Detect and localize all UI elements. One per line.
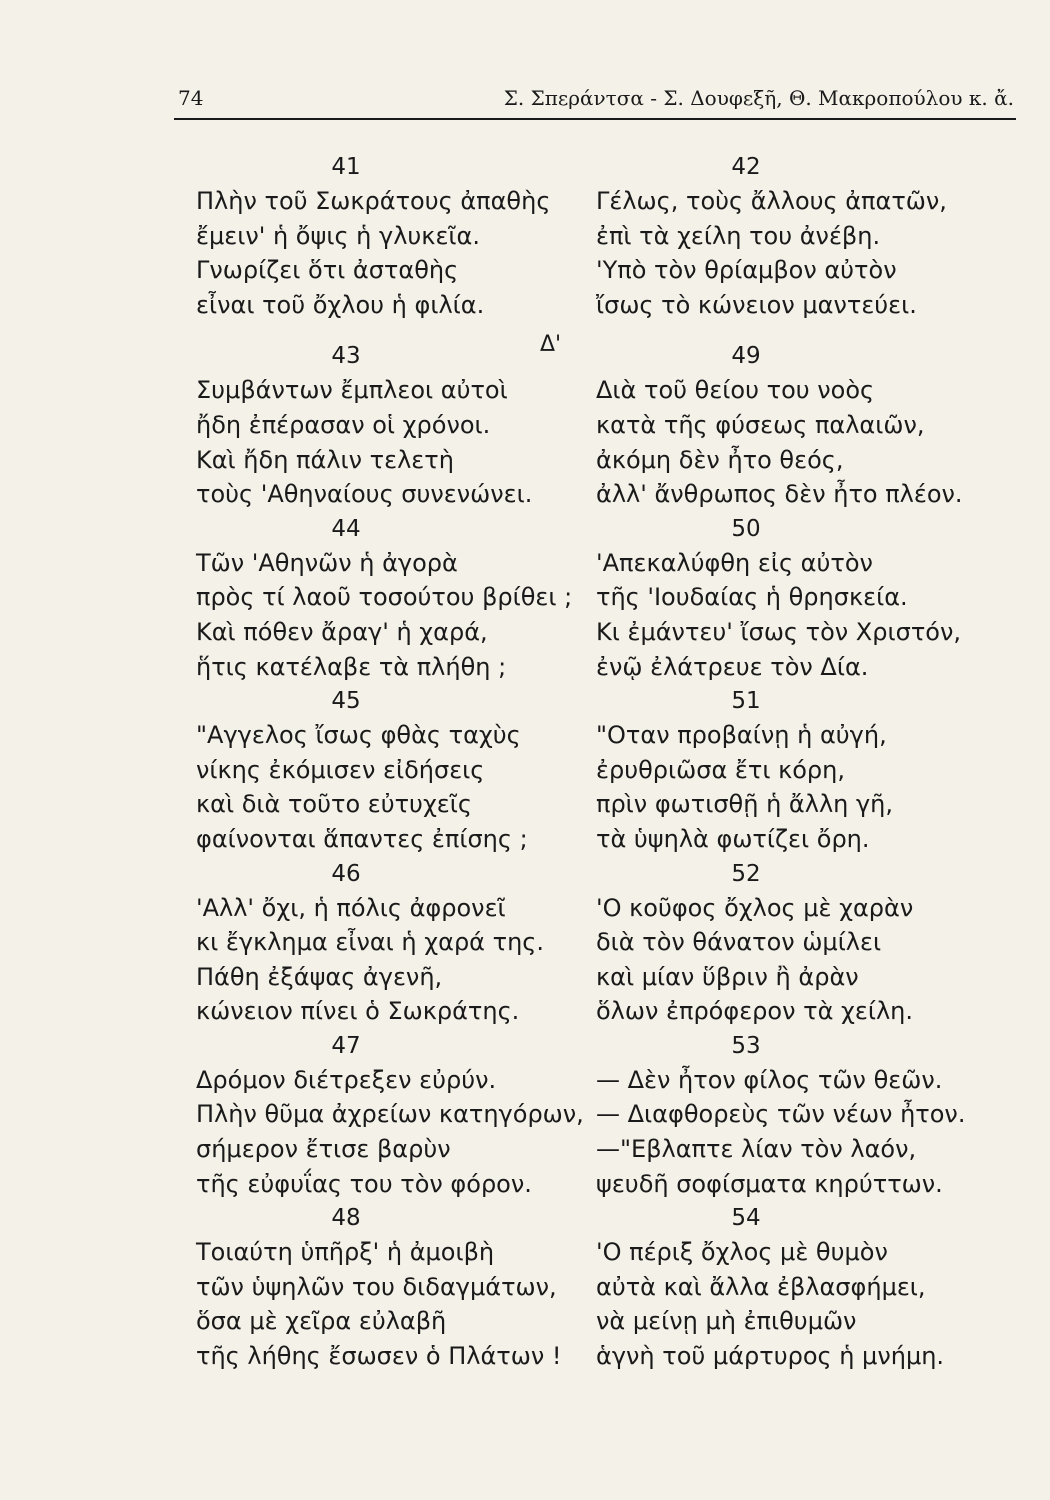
stanza-number: 54 — [731, 1205, 761, 1232]
stanza — [596, 857, 1036, 1029]
page-number: 74 — [178, 86, 204, 110]
stanza-number: 47 — [331, 1032, 361, 1059]
verse-line: Κι ἐμάντευ' ἴσως τὸν Χριστόν, — [596, 617, 961, 646]
running-head: Σ. Σπεράντσα - Σ. Δουφεξῆ, Θ. Μακροπούλου κ. ἄ. — [503, 86, 1014, 110]
stanza-gap — [196, 322, 596, 339]
stanza-number: 50 — [731, 515, 761, 542]
verse-line: φαίνονται ἅπαντες ἐπίσης ; — [196, 824, 528, 853]
verse-line: Δρόμον διέτρεξεν εὐρύν. — [196, 1065, 497, 1094]
stanza — [596, 150, 1036, 322]
verse-line: Διὰ τοῦ θείου του νοὸς — [596, 376, 875, 405]
stanza-number: 46 — [331, 860, 361, 887]
verse-line: —"Εβλαπτε λίαν τὸν λαόν, — [596, 1135, 917, 1164]
stanza-number: 44 — [331, 515, 361, 542]
stanza — [596, 512, 1036, 684]
verse-line: αὐτὰ καὶ ἄλλα ἐβλασφήμει, — [596, 1272, 926, 1301]
verse-line: 'Υπὸ τὸν θρίαμβον αὐτὸν — [596, 256, 897, 285]
verse-line: τοὺς 'Αθηναίους συνενώνει. — [196, 480, 533, 509]
stanza-number: 53 — [731, 1032, 761, 1059]
stanza — [196, 512, 596, 684]
verse-line: Πάθη ἐξάψας ἀγενῆ, — [196, 962, 443, 991]
verse-line: ἀκόμη δὲν ἦτο θεός, — [596, 445, 844, 474]
stanza-number: 41 — [331, 154, 361, 180]
verse-line: τῆς εὐφυΐας του τὸν φόρον. — [196, 1169, 532, 1198]
verse-line: ἐνῷ ἐλάτρευε τὸν Δία. — [596, 652, 869, 681]
stanza-number: 45 — [331, 688, 361, 715]
verse-line: — Διαφθορεὺς τῶν νέων ἦτον. — [596, 1100, 966, 1129]
section-mark: Δ' — [540, 332, 562, 357]
stanza-gap — [596, 322, 1036, 339]
verse-line: ἔμειν' ἡ ὄψις ἡ γλυκεῖα. — [196, 221, 480, 250]
stanza-number: 52 — [731, 860, 761, 887]
verse-line: Γέλως, τοὺς ἄλλους ἀπατῶν, — [596, 187, 947, 215]
stanza — [596, 1201, 1036, 1373]
verse-line: ὅλων ἐπρόφερον τὰ χείλη. — [596, 997, 914, 1026]
verse-line: "Οταν προβαίνῃ ἡ αὐγή, — [596, 721, 887, 750]
stanza — [596, 339, 1036, 511]
stanza — [196, 150, 596, 322]
stanza-number: 49 — [731, 343, 761, 370]
verse-line: ἤδη ἐπέρασαν οἱ χρόνοι. — [196, 410, 491, 439]
verse-line: Καὶ ἤδη πάλιν τελετὴ — [196, 445, 454, 474]
verse-line: εἶναι τοῦ ὄχλου ἡ φιλία. — [196, 290, 485, 319]
stanza — [196, 339, 596, 511]
stanza — [196, 684, 596, 856]
verse-line: Τοιαύτη ὑπῆρξ' ἡ ἀμοιβὴ — [196, 1238, 495, 1267]
stanza — [196, 1029, 596, 1201]
stanza-number: 51 — [731, 688, 761, 715]
verse-line: Τῶν 'Αθηνῶν ἡ ἀγορὰ — [196, 548, 458, 577]
verse-line: πρὸς τί λαοῦ τοσούτου βρίθει ; — [196, 583, 573, 612]
verse-line: Γνωρίζει ὅτι ἀσταθὴς — [196, 256, 459, 285]
verse-line: 'Ο κοῦφος ὄχλος μὲ χαρὰν — [596, 893, 914, 922]
stanza — [596, 684, 1036, 856]
stanza-number: 48 — [331, 1205, 361, 1232]
stanza — [196, 857, 596, 1029]
verse-line: καὶ διὰ τοῦτο εὐτυχεῖς — [196, 790, 472, 819]
verse-line: καὶ μίαν ὕβριν ἢ ἀρὰν — [596, 962, 859, 991]
verse-line: 'Αλλ' ὄχι, ἡ πόλις ἀφρονεῖ — [196, 893, 506, 922]
verse-line: — Δὲν ἦτον φίλος τῶν θεῶν. — [596, 1065, 943, 1094]
verse-line: Πλὴν θῦμα ἀχρείων κατηγόρων, — [196, 1100, 584, 1129]
verse-line: "Αγγελος ἴσως φθὰς ταχὺς — [196, 721, 521, 750]
verse-line: τὰ ὑψηλὰ φωτίζει ὄρη. — [596, 824, 870, 853]
stanza — [596, 1029, 1036, 1201]
verse-line: ἴσως τὸ κώνειον μαντεύει. — [596, 290, 917, 319]
verse-line: διὰ τὸν θάνατον ὡμίλει — [596, 928, 882, 957]
page-header — [178, 86, 1014, 114]
verse-line: ἥτις κατέλαβε τὰ πλήθη ; — [196, 652, 507, 681]
verse-line: ἐπὶ τὰ χείλη του ἀνέβη. — [596, 221, 881, 250]
verse-line: νὰ μείνῃ μὴ ἐπιθυμῶν — [596, 1307, 857, 1336]
verse-line: τῶν ὑψηλῶν του διδαγμάτων, — [196, 1272, 557, 1301]
verse-line: νίκης ἐκόμισεν εἰδήσεις — [196, 755, 485, 784]
verse-line: τῆς 'Ιουδαίας ἡ θρησκεία. — [596, 583, 908, 612]
right-column — [596, 150, 1036, 1374]
verse-line: κατὰ τῆς φύσεως παλαιῶν, — [596, 410, 925, 439]
verse-line: Συμβάντων ἔμπλεοι αὐτοὶ — [196, 376, 508, 405]
verse-line: ἐρυθριῶσα ἔτι κόρη, — [596, 755, 845, 784]
verse-line: ψευδῆ σοφίσματα κηρύττων. — [596, 1169, 943, 1198]
verse-line: Καὶ πόθεν ἄραγ' ἡ χαρά, — [196, 617, 488, 646]
verse-line: κώνειον πίνει ὁ Σωκράτης. — [196, 997, 520, 1026]
verse-line: ἁγνὴ τοῦ μάρτυρος ἡ μνήμη. — [596, 1342, 945, 1371]
verse-line: 'Ο πέριξ ὄχλος μὲ θυμὸν — [596, 1238, 888, 1267]
verse-line: Πλὴν τοῦ Σωκράτους ἀπαθὴς — [196, 187, 551, 215]
verse-line: τῆς λήθης ἔσωσεν ὁ Πλάτων ! — [196, 1342, 562, 1371]
stanza-number: 43 — [331, 343, 361, 370]
verse-line: ἀλλ' ἄνθρωπος δὲν ἦτο πλέον. — [596, 480, 963, 509]
verse-line: πρὶν φωτισθῇ ἡ ἄλλη γῆ, — [596, 790, 894, 819]
verse-line: 'Απεκαλύφθη εἰς αὐτὸν — [596, 548, 873, 577]
stanza-number: 42 — [731, 154, 761, 180]
left-column — [196, 150, 596, 1374]
stanza — [196, 1201, 596, 1373]
verse-line: ὅσα μὲ χεῖρα εὐλαβῆ — [196, 1307, 447, 1336]
verse-line: σήμερον ἔτισε βαρὺν — [196, 1135, 451, 1164]
header-rule — [174, 118, 1016, 120]
verse-line: κι ἔγκλημα εἶναι ἡ χαρά της. — [196, 928, 544, 957]
